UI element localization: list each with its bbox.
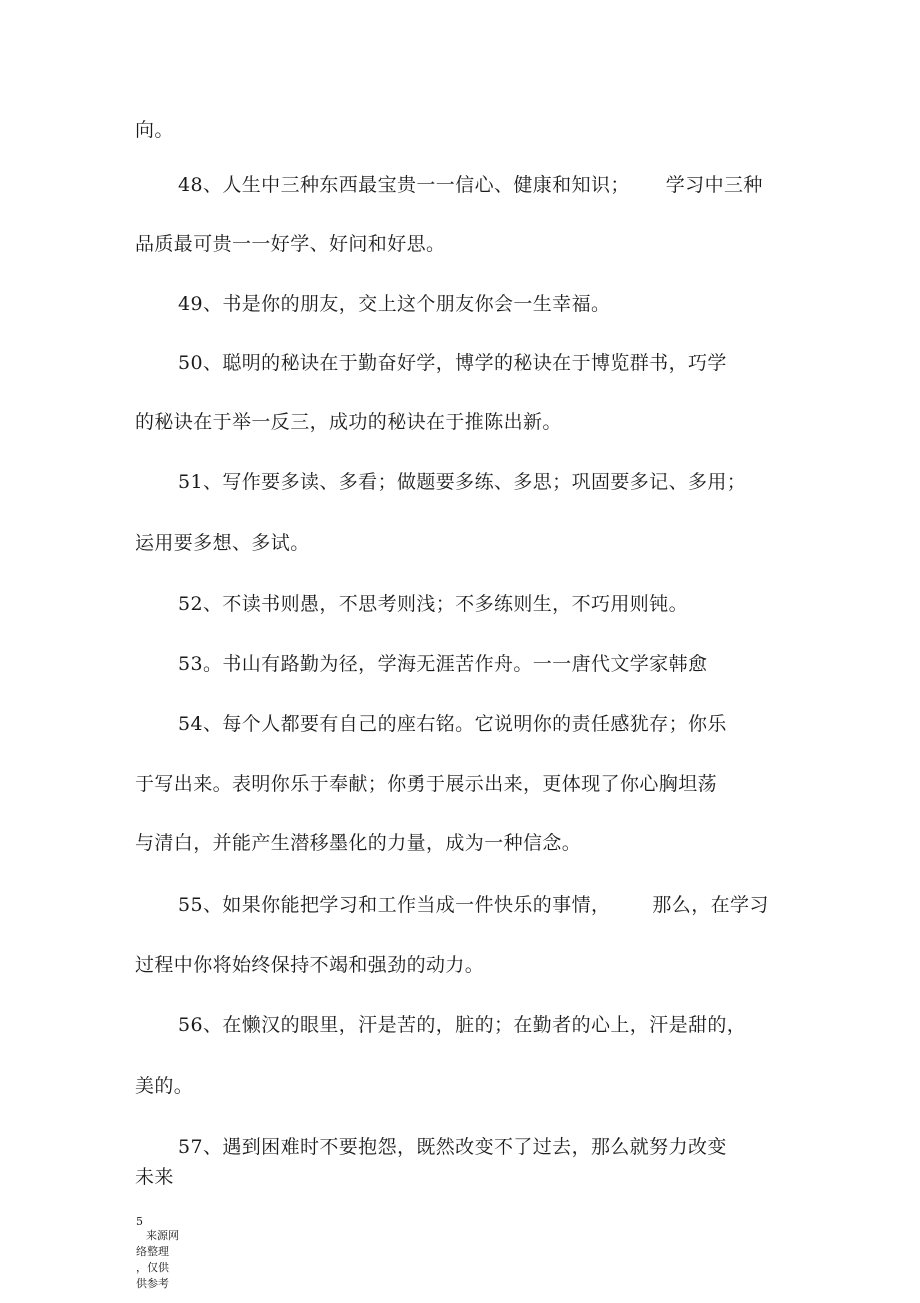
quote-52: 52、不读书则愚，不思考则浅；不多练则生，不巧用则钝。 <box>178 593 688 615</box>
source-note: 供参考 <box>136 1277 169 1290</box>
text-line: 与清白，并能产生潜移墨化的力量，成为一种信念。 <box>135 832 582 854</box>
quote-56: 56、在懒汉的眼里，汗是苦的，脏的；在勤者的心上，汗是甜的， <box>178 1014 747 1036</box>
text-segment: 那么，在学习 <box>652 894 769 916</box>
text-line: 运用要多想、多试。 <box>135 532 310 554</box>
quote-55 <box>178 893 769 917</box>
text-segment: 48、人生中三种东西最宝贵一一信心、健康和知识； <box>178 174 630 196</box>
text-line: 美的。 <box>135 1075 194 1097</box>
quote-54: 54、每个人都要有自己的座右铭。它说明你的责任感犹存；你乐 <box>178 713 727 735</box>
page-number: 5 <box>136 1215 143 1228</box>
text-line: 向。 <box>135 119 174 141</box>
source-note: 来源网 <box>146 1229 179 1242</box>
quote-51: 51、写作要多读、多看；做题要多练、多思；巩固要多记、多用； <box>178 471 747 493</box>
quote-49: 49、书是你的朋友，交上这个朋友你会一生幸福。 <box>178 293 611 315</box>
quote-53: 53。书山有路勤为径，学海无涯苦作舟。一一唐代文学家韩愈 <box>178 653 708 675</box>
text-line: 未来 <box>135 1166 174 1188</box>
source-note: 络整理 <box>136 1245 169 1258</box>
text-line: 于写出来。表明你乐于奉献；你勇于展示出来，更体现了你心胸坦荡 <box>135 773 718 795</box>
text-segment: 学习中三种 <box>665 174 763 196</box>
source-note: ，仅供 <box>136 1261 169 1274</box>
text-line: 的秘诀在于举一反三，成功的秘诀在于推陈出新。 <box>135 411 562 433</box>
text-segment: 55、如果你能把学习和工作当成一件快乐的事情， <box>178 894 611 916</box>
quote-50: 50、聪明的秘诀在于勤奋好学，博学的秘诀在于博览群书，巧学 <box>178 352 727 374</box>
quote-48 <box>178 173 763 197</box>
text-line: 品质最可贵一一好学、好问和好思。 <box>135 233 446 255</box>
quote-57: 57、遇到困难时不要抱怨，既然改变不了过去，那么就努力改变 <box>178 1136 727 1158</box>
text-line: 过程中你将始终保持不竭和强劲的动力。 <box>135 954 485 976</box>
